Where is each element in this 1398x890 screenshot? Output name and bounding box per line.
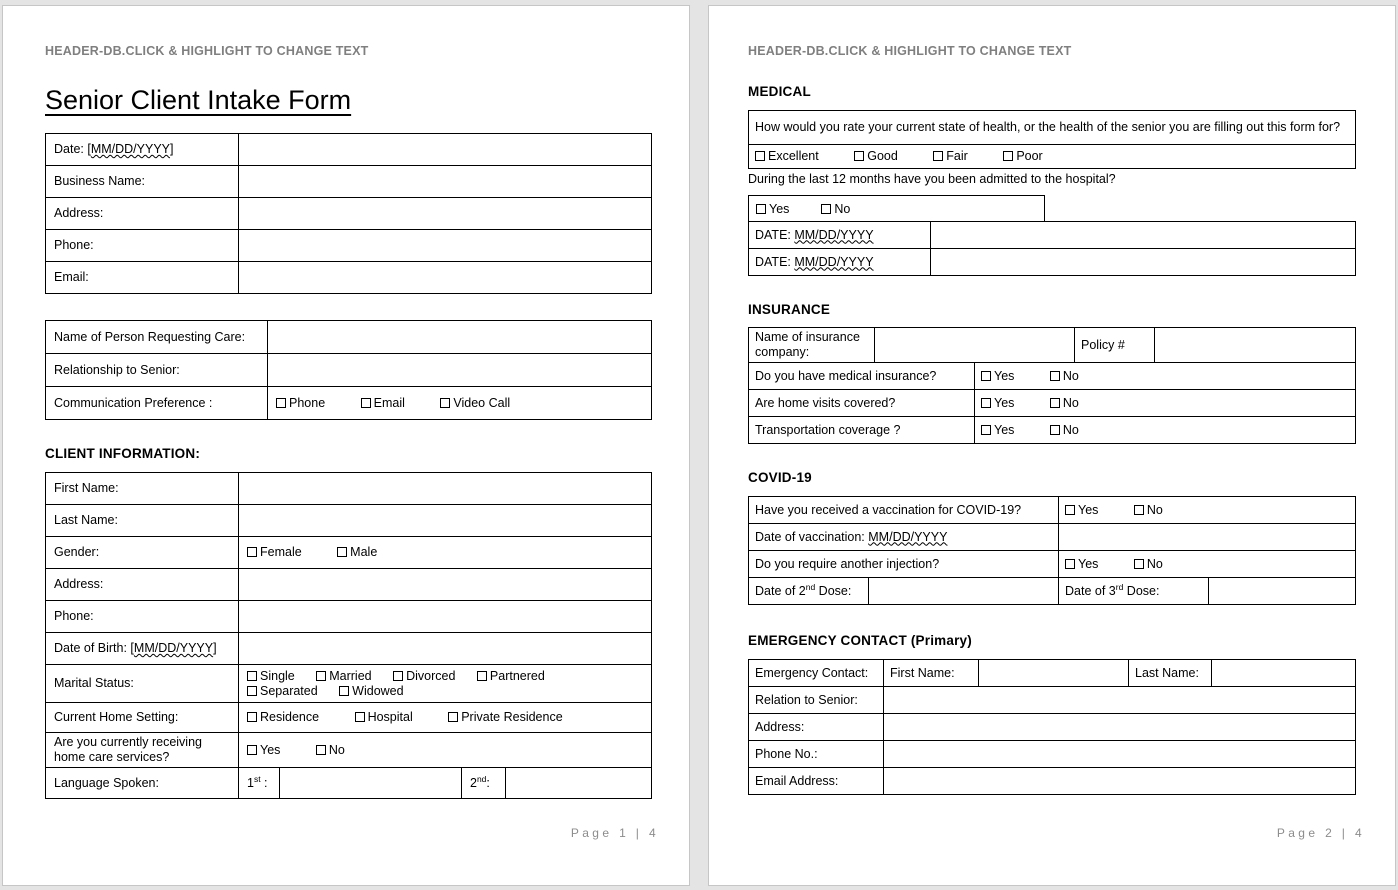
emergency-address-label: Address: — [749, 714, 884, 741]
care-request-table — [45, 320, 652, 420]
misspelled-text: MM/DD/YYYY — [868, 529, 948, 544]
last-name-input-cell[interactable] — [239, 505, 652, 537]
policy-number-label: Policy # — [1075, 328, 1155, 363]
checkbox-label: Yes — [769, 201, 790, 216]
checkbox-label: Fair — [946, 149, 968, 163]
checkbox-icon — [247, 547, 257, 557]
table-row — [46, 321, 652, 354]
injection-options-cell — [1059, 551, 1356, 578]
dose2-date-label: Date of 2nd Dose: — [749, 578, 869, 605]
checkbox-label: Partnered — [489, 668, 545, 683]
last-name-label: Last Name: — [46, 505, 239, 537]
vaccination-date-input-cell[interactable] — [1059, 524, 1356, 551]
policy-number-input-cell[interactable] — [1155, 328, 1356, 363]
form-title: Senior Client Intake Form — [45, 85, 352, 115]
checkbox-yes[interactable] — [981, 396, 1014, 411]
hospital-admission-options — [748, 195, 1045, 222]
checkbox-label: Yes — [994, 422, 1015, 437]
table-row — [749, 390, 1356, 417]
checkbox-no[interactable] — [1134, 557, 1163, 572]
home-care-options-cell — [239, 733, 652, 768]
emergency-email-input-cell[interactable] — [884, 768, 1356, 795]
business-info-table — [45, 133, 652, 294]
checkbox-icon — [316, 745, 326, 755]
transportation-question: Transportation coverage ? — [749, 417, 975, 444]
checkbox-label: Male — [350, 545, 378, 559]
client-address-input-cell[interactable] — [239, 569, 652, 601]
client-phone-input-cell[interactable] — [239, 601, 652, 633]
admission-date-label: DATE: MM/DD/YYYY — [749, 249, 931, 276]
table-row — [749, 660, 1356, 687]
communication-preference-label: Communication Preference : — [46, 387, 268, 420]
checkbox-icon — [821, 204, 831, 214]
table-row — [749, 249, 1356, 276]
phone-label: Phone: — [46, 230, 239, 262]
checkbox-icon — [1134, 559, 1144, 569]
checkbox-label: Yes — [1078, 556, 1099, 571]
table-row — [749, 145, 1356, 169]
checkbox-yes[interactable] — [1065, 503, 1098, 518]
checkbox-icon — [1134, 505, 1144, 515]
table-row — [749, 328, 1356, 363]
checkbox-yes[interactable] — [247, 743, 280, 758]
checkbox-icon — [247, 745, 257, 755]
table-row — [749, 497, 1356, 524]
table-row — [46, 733, 652, 768]
checkbox-label: Yes — [260, 742, 281, 757]
date-of-birth-label: Date of Birth: [MM/DD/YYYY] — [46, 633, 239, 665]
checkbox-label: Video Call — [453, 395, 511, 410]
page1-footer: Page 1 | 4 — [570, 826, 659, 840]
first-language-label: 1st : — [239, 768, 280, 799]
home-setting-label: Current Home Setting: — [46, 703, 239, 733]
checkbox-icon — [1003, 151, 1013, 161]
home-care-services-label: Are you currently receiving home care services? — [46, 733, 239, 768]
table-row — [46, 601, 652, 633]
health-rating-options-cell — [749, 145, 1356, 169]
insurance-company-label: Name of insurance company: — [749, 328, 875, 363]
business-name-label: Business Name: — [46, 166, 239, 198]
vaccination-options-cell — [1059, 497, 1356, 524]
checkbox-label: Hospital — [367, 710, 413, 724]
page1-header-placeholder[interactable]: HEADER-DB.CLICK & HIGHLIGHT TO CHANGE TEXT — [45, 44, 369, 58]
phone-input-cell[interactable] — [239, 230, 652, 262]
checkbox-label: Divorced — [406, 668, 456, 683]
date-label: Date: [MM/DD/YYYY] — [46, 134, 239, 166]
email-input-cell[interactable] — [239, 262, 652, 294]
health-rating-question: How would you rate your current state of health, or the health of the senior you are filling out this form for? — [749, 111, 1356, 145]
date-input-cell[interactable] — [239, 134, 652, 166]
checkbox-label: Residence — [260, 710, 320, 724]
checkbox-icon — [1050, 425, 1060, 435]
medical-insurance-question: Do you have medical insurance? — [749, 363, 975, 390]
vaccination-date-label: Date of vaccination: MM/DD/YYYY — [749, 524, 1059, 551]
insurance-company-input-cell[interactable] — [875, 328, 1075, 363]
table-row — [46, 569, 652, 601]
second-language-input-cell[interactable] — [506, 768, 652, 799]
checkbox-no[interactable] — [316, 743, 345, 758]
relationship-input-cell[interactable] — [268, 354, 652, 387]
checkbox-fair[interactable] — [933, 149, 968, 164]
checkbox-icon — [247, 686, 257, 696]
injection-question: Do you require another injection? — [749, 551, 1059, 578]
first-name-label: First Name: — [46, 473, 239, 505]
table-row — [46, 262, 652, 294]
page2-header-placeholder[interactable]: HEADER-DB.CLICK & HIGHLIGHT TO CHANGE TEXT — [748, 44, 1072, 58]
checkbox-label: Good — [867, 149, 898, 163]
checkbox-married[interactable] — [316, 669, 371, 684]
checkbox-icon — [440, 398, 450, 408]
table-row — [749, 714, 1356, 741]
checkbox-icon — [393, 671, 403, 681]
transportation-options-cell — [975, 417, 1356, 444]
checkbox-label: Single — [260, 668, 295, 683]
table-row — [749, 222, 1356, 249]
table-row — [749, 524, 1356, 551]
dose3-date-label: Date of 3rd Dose: — [1059, 578, 1209, 605]
checkbox-label: Yes — [994, 368, 1015, 383]
emergency-email-label: Email Address: — [749, 768, 884, 795]
checkbox-icon — [339, 686, 349, 696]
client-phone-label: Phone: — [46, 601, 239, 633]
home-setting-options-cell — [239, 703, 652, 733]
dose3-date-input-cell[interactable] — [1209, 578, 1356, 605]
checkbox-poor[interactable] — [1003, 149, 1042, 164]
table-row — [46, 537, 652, 569]
client-address-label: Address: — [46, 569, 239, 601]
emergency-phone-label: Phone No.: — [749, 741, 884, 768]
checkbox-widowed[interactable] — [339, 684, 403, 699]
page-2 — [708, 5, 1396, 886]
checkbox-label: Yes — [994, 395, 1015, 410]
checkbox-icon — [981, 398, 991, 408]
checkbox-female[interactable] — [247, 545, 302, 560]
home-visits-options-cell — [975, 390, 1356, 417]
checkbox-no[interactable] — [821, 202, 850, 216]
misspelled-text: MM/DD/YYYY — [90, 142, 171, 156]
emergency-contact-table — [748, 659, 1356, 795]
checkbox-email[interactable] — [361, 396, 405, 411]
relationship-label: Relationship to Senior: — [46, 354, 268, 387]
dose2-date-input-cell[interactable] — [869, 578, 1059, 605]
checkbox-no[interactable] — [1050, 423, 1079, 438]
relation-to-senior-label: Relation to Senior: — [749, 687, 884, 714]
table-row — [749, 551, 1356, 578]
table-row — [46, 665, 652, 703]
checkbox-icon — [981, 371, 991, 381]
table-row — [46, 134, 652, 166]
table-row — [46, 473, 652, 505]
email-label: Email: — [46, 262, 239, 294]
admission-date-input-cell[interactable] — [931, 222, 1356, 249]
checkbox-icon — [361, 398, 371, 408]
client-information-table — [45, 472, 652, 799]
table-row — [749, 363, 1356, 390]
checkbox-no[interactable] — [1050, 369, 1079, 384]
checkbox-phone[interactable] — [276, 396, 325, 411]
table-row — [749, 741, 1356, 768]
checkbox-label: Phone — [289, 395, 326, 410]
checkbox-divorced[interactable] — [393, 669, 455, 684]
checkbox-label: Married — [329, 668, 372, 683]
checkbox-separated[interactable] — [247, 684, 318, 699]
checkbox-icon — [1050, 371, 1060, 381]
business-name-input-cell[interactable] — [239, 166, 652, 198]
checkbox-icon — [1065, 505, 1075, 515]
checkbox-icon — [933, 151, 943, 161]
checkbox-no[interactable] — [1134, 503, 1163, 518]
requesting-care-label: Name of Person Requesting Care: — [46, 321, 268, 354]
emergency-contact-label: Emergency Contact: — [749, 660, 884, 687]
checkbox-icon — [337, 547, 347, 557]
checkbox-icon — [1065, 559, 1075, 569]
page-1 — [2, 5, 690, 886]
gender-label: Gender: — [46, 537, 239, 569]
checkbox-label: No — [328, 742, 345, 757]
checkbox-yes[interactable] — [1065, 557, 1098, 572]
checkbox-label: Excellent — [768, 149, 819, 163]
checkbox-label: Poor — [1016, 149, 1043, 163]
checkbox-icon — [477, 671, 487, 681]
table-row — [749, 578, 1356, 605]
table-row — [749, 111, 1356, 145]
checkbox-private-residence[interactable] — [448, 710, 562, 725]
marital-status-label: Marital Status: — [46, 665, 239, 703]
communication-options-cell — [268, 387, 652, 420]
medical-heading: MEDICAL — [748, 84, 811, 99]
checkbox-label: Separated — [260, 683, 318, 698]
checkbox-label: No — [834, 201, 851, 216]
table-row — [46, 633, 652, 665]
emergency-last-name-label: Last Name: — [1129, 660, 1212, 687]
medical-insurance-options-cell — [975, 363, 1356, 390]
checkbox-partnered[interactable] — [477, 669, 545, 684]
first-language-input-cell[interactable] — [280, 768, 462, 799]
checkbox-label: Female — [260, 545, 302, 559]
address-label: Address: — [46, 198, 239, 230]
covid-heading: COVID-19 — [748, 470, 812, 485]
checkbox-label: No — [1062, 422, 1079, 437]
admission-date-input-cell[interactable] — [931, 249, 1356, 276]
checkbox-icon — [854, 151, 864, 161]
checkbox-icon — [1050, 398, 1060, 408]
hospital-admission-question: During the last 12 months have you been admitted to the hospital? — [748, 172, 1116, 186]
page2-footer: Page 2 | 4 — [1276, 826, 1365, 840]
checkbox-hospital[interactable] — [355, 710, 413, 725]
checkbox-icon — [247, 712, 257, 722]
vaccination-question: Have you received a vaccination for COVID-19? — [749, 497, 1059, 524]
requesting-care-input-cell[interactable] — [268, 321, 652, 354]
table-row — [46, 768, 652, 799]
emergency-first-name-label: First Name: — [884, 660, 979, 687]
checkbox-excellent[interactable] — [755, 149, 819, 164]
checkbox-label: No — [1146, 502, 1163, 517]
table-row — [46, 198, 652, 230]
admission-date-label: DATE: MM/DD/YYYY — [749, 222, 931, 249]
misspelled-text: MM/DD/YYYY — [794, 227, 874, 242]
emergency-last-name-input-cell[interactable] — [1212, 660, 1356, 687]
checkbox-yes[interactable] — [981, 423, 1014, 438]
second-language-label: 2nd: — [462, 768, 506, 799]
covid-table — [748, 496, 1356, 605]
checkbox-no[interactable] — [1050, 396, 1079, 411]
checkbox-label: No — [1146, 556, 1163, 571]
table-row — [46, 387, 652, 420]
misspelled-text: MM/DD/YYYY — [133, 641, 214, 655]
misspelled-text: MM/DD/YYYY — [794, 254, 874, 269]
table-row — [46, 230, 652, 262]
table-row — [749, 417, 1356, 444]
insurance-questions-table — [748, 362, 1356, 444]
emergency-phone-input-cell[interactable] — [884, 741, 1356, 768]
checkbox-icon — [448, 712, 458, 722]
medical-rating-table — [748, 110, 1356, 169]
table-row — [749, 687, 1356, 714]
checkbox-yes[interactable] — [981, 369, 1014, 384]
checkbox-icon — [316, 671, 326, 681]
checkbox-icon — [355, 712, 365, 722]
checkbox-label: Private Residence — [461, 710, 563, 724]
table-row — [749, 768, 1356, 795]
checkbox-yes[interactable] — [756, 202, 789, 216]
emergency-address-input-cell[interactable] — [884, 714, 1356, 741]
checkbox-label: Widowed — [352, 683, 404, 698]
address-input-cell[interactable] — [239, 198, 652, 230]
checkbox-icon — [247, 671, 257, 681]
checkbox-residence[interactable] — [247, 710, 319, 725]
marital-options-cell — [239, 665, 652, 703]
checkbox-label: Yes — [1078, 502, 1099, 517]
insurance-company-table — [748, 327, 1356, 363]
table-row — [46, 166, 652, 198]
checkbox-male[interactable] — [337, 545, 377, 560]
client-information-heading: CLIENT INFORMATION: — [45, 446, 201, 461]
checkbox-single[interactable] — [247, 669, 295, 684]
checkbox-icon — [981, 425, 991, 435]
table-row — [46, 354, 652, 387]
insurance-heading: INSURANCE — [748, 302, 831, 317]
checkbox-icon — [756, 204, 766, 214]
home-visits-question: Are home visits covered? — [749, 390, 975, 417]
checkbox-label: No — [1062, 368, 1079, 383]
date-of-birth-input-cell[interactable] — [239, 633, 652, 665]
checkbox-good[interactable] — [854, 149, 898, 164]
checkbox-icon — [755, 151, 765, 161]
checkbox-label: Email — [373, 395, 405, 410]
table-row — [46, 505, 652, 537]
checkbox-icon — [276, 398, 286, 408]
emergency-contact-heading: EMERGENCY CONTACT (Primary) — [748, 633, 972, 648]
relation-to-senior-input-cell[interactable] — [884, 687, 1356, 714]
admission-dates-table — [748, 221, 1356, 276]
language-spoken-label: Language Spoken: — [46, 768, 239, 799]
checkbox-video-call[interactable] — [440, 396, 510, 411]
gender-options-cell — [239, 537, 652, 569]
first-name-input-cell[interactable] — [239, 473, 652, 505]
checkbox-label: No — [1062, 395, 1079, 410]
emergency-first-name-input-cell[interactable] — [979, 660, 1129, 687]
table-row — [46, 703, 652, 733]
